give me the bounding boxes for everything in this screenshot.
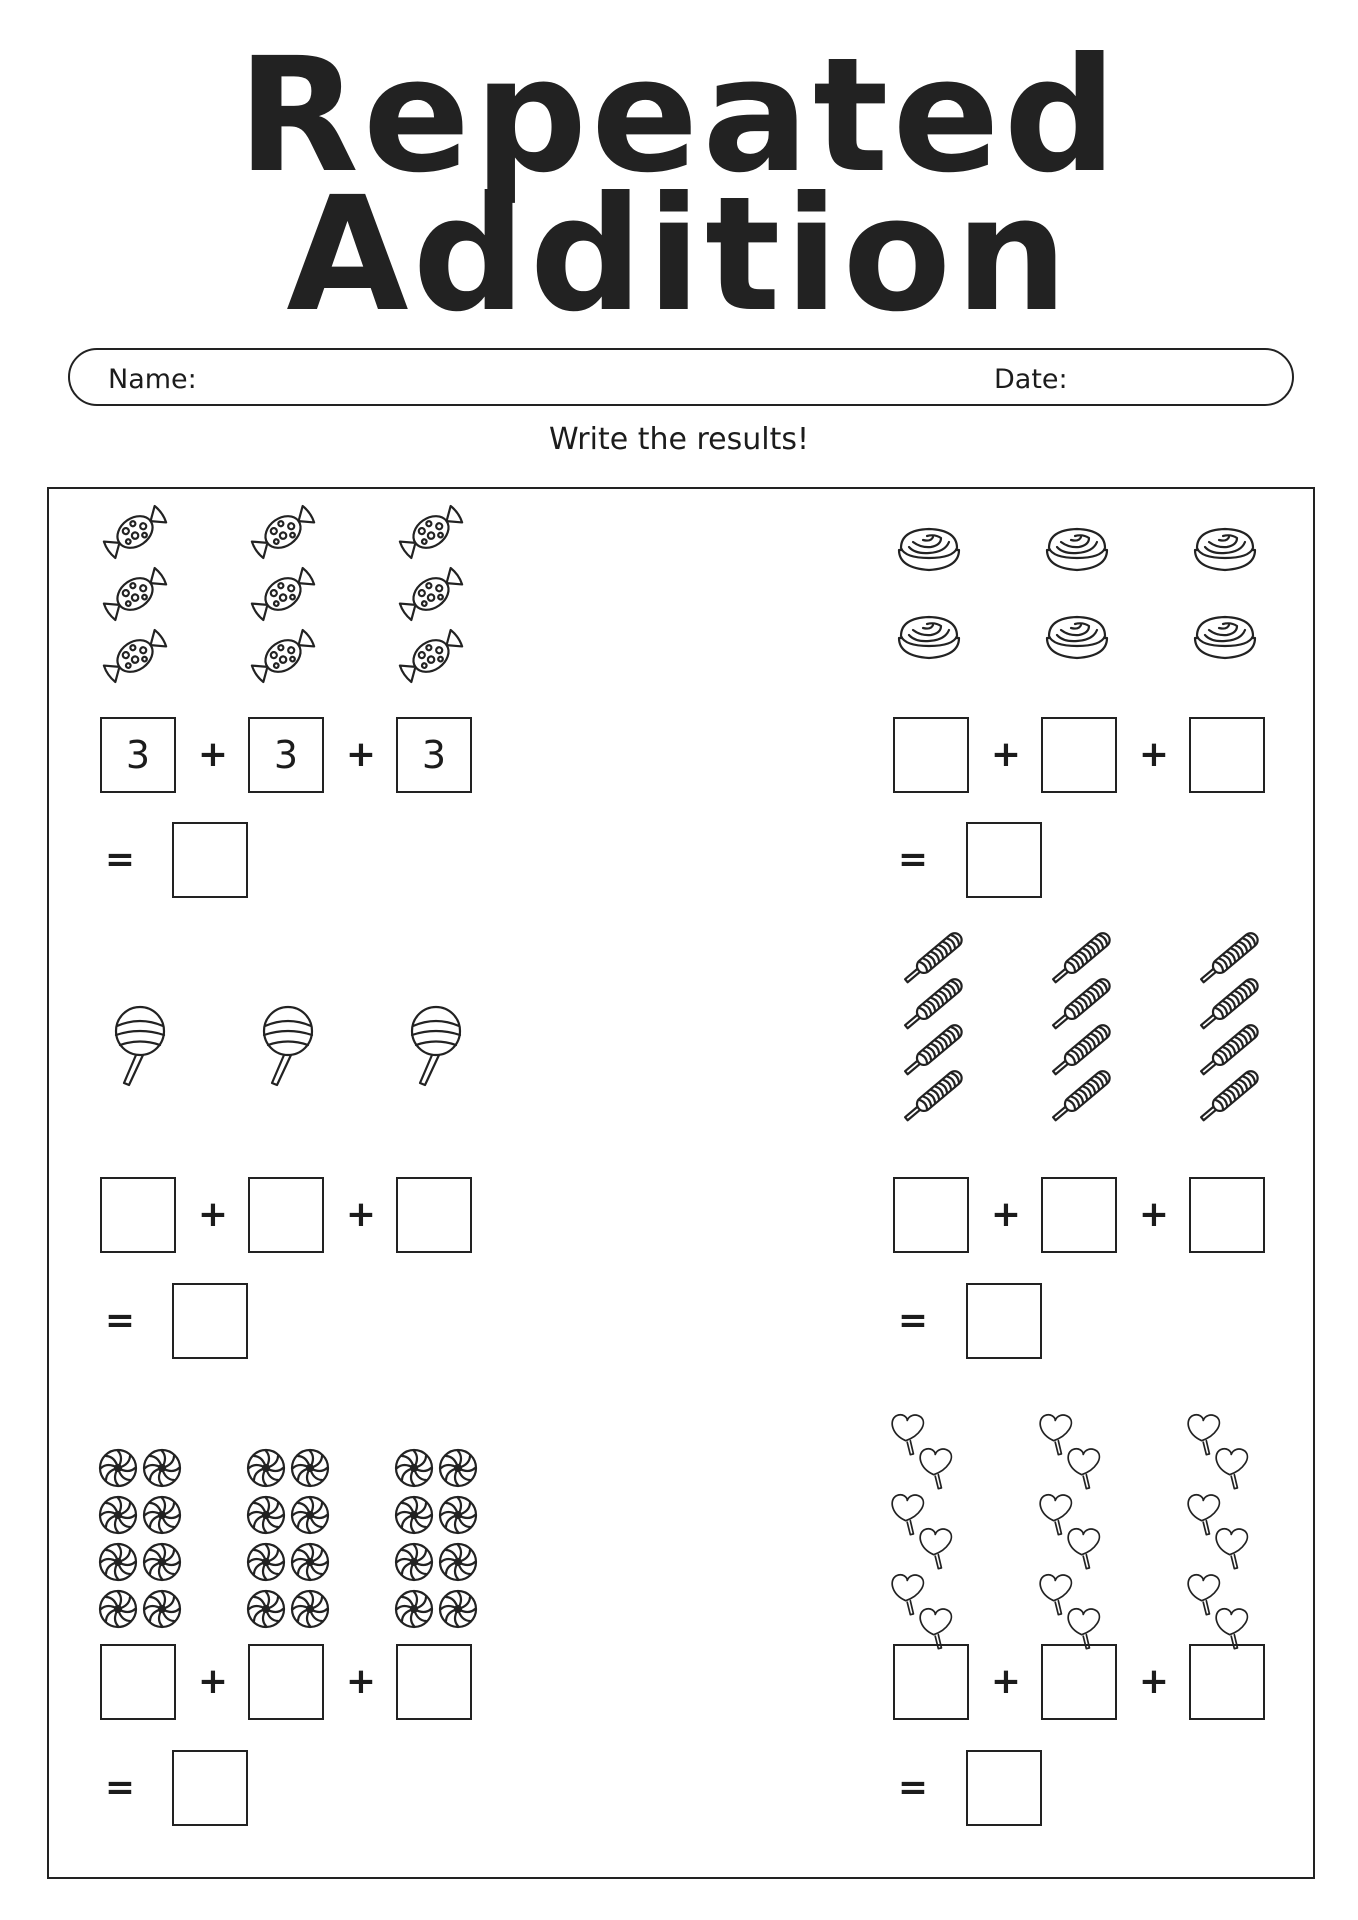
plus-sign: + xyxy=(197,1661,229,1702)
candy-stick-icon xyxy=(903,935,975,975)
addend-box[interactable] xyxy=(100,1177,176,1253)
wrapped-candy-icon xyxy=(100,500,172,564)
swirl-mint-icon xyxy=(394,1495,434,1535)
swirl-mint-icon xyxy=(246,1448,286,1488)
swirl-mint-icon xyxy=(438,1589,478,1629)
candy-stick-icon xyxy=(1199,935,1271,975)
addend-box[interactable] xyxy=(893,717,969,793)
equals-sign: = xyxy=(897,839,929,880)
addend-box[interactable] xyxy=(1041,1177,1117,1253)
addend-box[interactable] xyxy=(893,1177,969,1253)
plus-sign: + xyxy=(197,1194,229,1235)
title-line-1: Repeated xyxy=(237,24,1121,208)
addend-box[interactable]: 3 xyxy=(248,717,324,793)
plus-sign: + xyxy=(990,734,1022,775)
swirl-mint-icon xyxy=(246,1589,286,1629)
equals-sign: = xyxy=(104,1767,136,1808)
swirl-mint-icon xyxy=(98,1448,138,1488)
swirl-mint-icon xyxy=(142,1448,182,1488)
candy-stick-icon xyxy=(903,1073,975,1113)
result-box[interactable] xyxy=(966,1750,1042,1826)
name-label: Name: xyxy=(108,364,197,395)
addend-box[interactable] xyxy=(248,1177,324,1253)
candy-stick-icon xyxy=(1199,1073,1271,1113)
candy-stick-icon xyxy=(1051,935,1123,975)
plus-sign: + xyxy=(345,1194,377,1235)
cinnamon-roll-icon xyxy=(1189,520,1261,576)
addend-box[interactable] xyxy=(1189,1177,1265,1253)
swirl-mint-icon xyxy=(438,1448,478,1488)
candy-stick-icon xyxy=(903,981,975,1021)
swirl-mint-icon xyxy=(438,1542,478,1582)
plus-sign: + xyxy=(1138,734,1170,775)
cinnamon-roll-icon xyxy=(1189,608,1261,664)
result-box[interactable] xyxy=(172,1283,248,1359)
wrapped-candy-icon xyxy=(100,624,172,688)
plus-sign: + xyxy=(990,1661,1022,1702)
swirl-mint-icon xyxy=(142,1589,182,1629)
plus-sign: + xyxy=(1138,1194,1170,1235)
title-line-2: Addition xyxy=(286,163,1072,347)
addend-box[interactable] xyxy=(248,1644,324,1720)
addend-box[interactable]: 3 xyxy=(396,717,472,793)
candy-stick-icon xyxy=(1051,981,1123,1021)
swirl-mint-icon xyxy=(394,1542,434,1582)
worksheet-frame xyxy=(47,487,1315,1879)
swirl-mint-icon xyxy=(98,1589,138,1629)
wrapped-candy-icon xyxy=(396,562,468,626)
addend-box[interactable] xyxy=(1189,717,1265,793)
plus-sign: + xyxy=(1138,1661,1170,1702)
candy-stick-icon xyxy=(1051,1027,1123,1067)
swirl-mint-icon xyxy=(98,1495,138,1535)
swirl-mint-icon xyxy=(290,1589,330,1629)
swirl-mint-icon xyxy=(394,1448,434,1488)
swirl-mint-icon xyxy=(142,1495,182,1535)
date-label: Date: xyxy=(994,364,1068,395)
addend-box[interactable]: 3 xyxy=(100,717,176,793)
cinnamon-roll-icon xyxy=(893,608,965,664)
cinnamon-roll-icon xyxy=(1041,608,1113,664)
swirl-mint-icon xyxy=(290,1448,330,1488)
candy-stick-icon xyxy=(1199,1027,1271,1067)
swirl-mint-icon xyxy=(98,1542,138,1582)
equals-sign: = xyxy=(897,1300,929,1341)
result-box[interactable] xyxy=(172,822,248,898)
addend-box[interactable] xyxy=(100,1644,176,1720)
instruction: Write the results! xyxy=(548,422,810,457)
equals-sign: = xyxy=(104,1300,136,1341)
candy-stick-icon xyxy=(903,1027,975,1067)
wrapped-candy-icon xyxy=(396,624,468,688)
swirl-mint-icon xyxy=(290,1495,330,1535)
lollipop-icon xyxy=(396,1005,472,1087)
candy-stick-icon xyxy=(1051,1073,1123,1113)
swirl-mint-icon xyxy=(142,1542,182,1582)
addend-box[interactable] xyxy=(396,1177,472,1253)
swirl-mint-icon xyxy=(246,1495,286,1535)
plus-sign: + xyxy=(197,734,229,775)
swirl-mint-icon xyxy=(438,1495,478,1535)
wrapped-candy-icon xyxy=(396,500,468,564)
swirl-mint-icon xyxy=(394,1589,434,1629)
lollipop-icon xyxy=(248,1005,324,1087)
result-box[interactable] xyxy=(966,822,1042,898)
result-box[interactable] xyxy=(966,1283,1042,1359)
swirl-mint-icon xyxy=(290,1542,330,1582)
plus-sign: + xyxy=(345,1661,377,1702)
equals-sign: = xyxy=(897,1767,929,1808)
wrapped-candy-icon xyxy=(248,562,320,626)
cinnamon-roll-icon xyxy=(893,520,965,576)
plus-sign: + xyxy=(345,734,377,775)
candy-stick-icon xyxy=(1199,981,1271,1021)
wrapped-candy-icon xyxy=(248,624,320,688)
addend-box[interactable] xyxy=(1041,717,1117,793)
plus-sign: + xyxy=(990,1194,1022,1235)
swirl-mint-icon xyxy=(246,1542,286,1582)
result-box[interactable] xyxy=(172,1750,248,1826)
name-date-bar xyxy=(68,348,1294,406)
lollipop-icon xyxy=(100,1005,176,1087)
wrapped-candy-icon xyxy=(248,500,320,564)
equals-sign: = xyxy=(104,839,136,880)
addend-box[interactable] xyxy=(893,1644,969,1720)
addend-box[interactable] xyxy=(1041,1644,1117,1720)
wrapped-candy-icon xyxy=(100,562,172,626)
addend-box[interactable] xyxy=(1189,1644,1265,1720)
addend-box[interactable] xyxy=(396,1644,472,1720)
cinnamon-roll-icon xyxy=(1041,520,1113,576)
